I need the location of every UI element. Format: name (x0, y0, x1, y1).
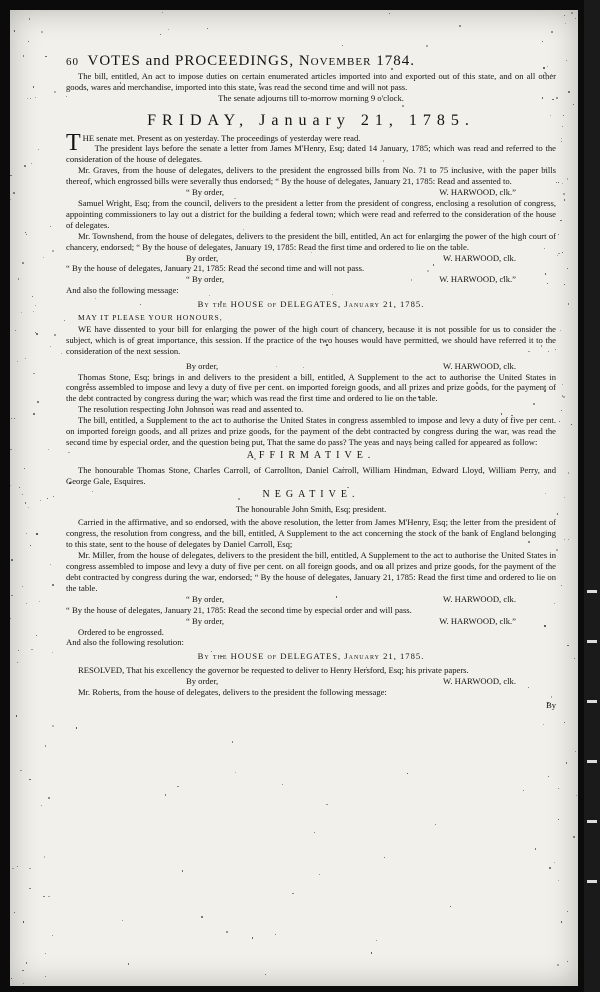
paper-speck (44, 856, 46, 858)
paper-speck (30, 545, 31, 546)
paper-speck (26, 962, 28, 964)
paper-speck (52, 584, 54, 586)
paper-speck (563, 193, 565, 195)
paper-speck (33, 413, 35, 415)
signature-line (66, 253, 556, 264)
paper-speck (548, 776, 549, 777)
paper-speck (165, 794, 167, 796)
paper-speck (52, 935, 53, 936)
paper-speck (560, 330, 561, 331)
paper-speck (23, 983, 24, 984)
paper-speck (561, 921, 563, 923)
paper-speck (22, 970, 24, 972)
paper-speck (160, 34, 161, 35)
paper-speck (35, 305, 37, 307)
paper-speck (40, 500, 41, 501)
paper-speck (36, 635, 37, 636)
paper-speck (28, 41, 29, 42)
paper-speck (450, 906, 451, 907)
paper-speck (575, 751, 576, 752)
paper-speck (562, 252, 563, 253)
paper-speck (47, 498, 48, 499)
paper-speck (319, 874, 320, 875)
paragraph-6: And also the following message: (66, 285, 179, 296)
paper-speck (557, 964, 559, 966)
paper-speck (559, 421, 560, 422)
paper-speck (564, 539, 565, 540)
paper-speck (29, 868, 30, 869)
paper-speck (562, 126, 563, 127)
paper-speck (28, 507, 29, 508)
paper-speck (571, 424, 572, 425)
paper-speck (563, 115, 564, 116)
paper-speck (557, 255, 559, 257)
paper-speck (543, 724, 544, 725)
paper-speck (232, 741, 234, 743)
paper-speck (568, 472, 569, 473)
paper-speck (407, 773, 408, 774)
paper-speck (27, 98, 28, 99)
paper-speck (177, 786, 178, 787)
paper-speck (24, 165, 26, 167)
paper-speck (21, 312, 22, 313)
paper-speck (558, 819, 559, 820)
paper-speck (562, 183, 563, 184)
paper-speck (37, 401, 39, 403)
negative-names: The honourable John Smith, Esq; president. (235, 503, 387, 514)
paper-speck (41, 31, 43, 33)
by-order: By order, (186, 676, 219, 687)
paper-speck (50, 226, 51, 227)
paragraph-5b: “ By the house of delegates, January 21, 1785: Read the second time and will not pass. (66, 263, 365, 274)
paper-speck (48, 449, 49, 450)
clerk-signature: W. HARWOOD, clk.” (439, 274, 516, 285)
paper-speck (18, 650, 19, 651)
day-title: FRIDAY, January 21, 1785. (147, 111, 475, 129)
paper-speck (33, 373, 34, 374)
paper-speck (389, 13, 390, 14)
paper-speck (25, 232, 26, 233)
paper-speck (33, 86, 34, 87)
paper-speck (542, 41, 543, 42)
paragraph-7: WE have dissented to your bill for enlarging the power of the high court of chancery, because it is not possible for us to consider the subject, which is of great importance, this session. If the practice of the two houses would have permitted, we should have referred it to the consideration of the next session. (66, 323, 556, 356)
paragraph-2: The president lays before the senate a letter from James M'Henry, Esq; dated 14 January, 1785; which was read and referred to the consideration of the house of delegates. (66, 143, 556, 165)
paper-speck (17, 662, 18, 663)
paper-speck (36, 333, 38, 335)
by-order: “ By order, (186, 615, 225, 626)
paper-speck (558, 182, 559, 183)
paper-speck (15, 330, 16, 331)
paper-speck (275, 934, 276, 935)
paper-speck (25, 358, 26, 359)
paper-speck (16, 715, 17, 716)
paper-speck (568, 303, 569, 304)
paper-speck (10, 618, 11, 619)
signature-line (66, 274, 556, 285)
paper-speck (558, 788, 559, 789)
paper-speck (10, 175, 12, 177)
paper-speck (573, 104, 574, 105)
paper-speck (17, 361, 18, 362)
paper-speck (571, 12, 573, 14)
paragraph-15: RESOLVED, That his excellency the governor be requested to deliver to Henry Hersford, Esq; his private papers. (78, 665, 469, 676)
paper-speck (26, 234, 27, 235)
by-order: By order, (186, 252, 219, 263)
paragraph-16: Mr. Roberts, from the house of delegates, delivers to the president the following message: (78, 687, 387, 698)
affirmative-heading: AFFIRMATIVE. (246, 449, 376, 461)
paper-speck (17, 866, 18, 867)
paper-speck (33, 311, 34, 312)
paper-speck (567, 645, 568, 646)
salutation: MAY IT PLEASE YOUR HONOURS, (78, 313, 223, 323)
paper-speck (558, 253, 560, 255)
paper-speck (11, 559, 13, 561)
paper-speck (14, 418, 15, 419)
paper-speck (31, 163, 32, 164)
paper-speck (226, 931, 228, 933)
paper-speck (10, 485, 11, 486)
paper-speck (162, 12, 163, 13)
paper-speck (326, 804, 327, 805)
header-date: November 1784. (298, 53, 415, 69)
paper-speck (19, 487, 20, 488)
paper-speck (568, 539, 569, 540)
paper-speck (36, 533, 37, 534)
paragraph-4: Samuel Wright, Esq; from the council, delivers to the president a letter from the president of congress, enclosing a resolution of congress, appointing commissioners to lay out a district for the building a federal town; which were read and referred to the consideration of the house of delegates. (66, 197, 556, 230)
signature-line (66, 616, 556, 627)
paper-speck (52, 652, 53, 653)
paper-speck (573, 836, 575, 838)
paragraph-14: And also the following resolution: (66, 637, 184, 648)
paper-speck (13, 868, 14, 869)
paper-speck (32, 296, 33, 297)
page-content (66, 53, 556, 711)
paper-speck (18, 278, 19, 279)
catchword: By (545, 699, 556, 710)
house-header-2: By the HOUSE of DELEGATES, January 21, 1785. (197, 651, 425, 662)
clerk-signature: W. HARWOOD, clk. (443, 676, 516, 687)
paper-speck (567, 178, 569, 180)
paper-speck (45, 745, 47, 747)
paper-speck (168, 29, 169, 30)
paper-speck (567, 961, 568, 962)
paper-speck (342, 45, 343, 46)
paper-speck (564, 284, 565, 285)
paper-speck (48, 797, 50, 799)
paper-speck (371, 952, 373, 954)
paper-speck (426, 45, 427, 46)
paper-speck (459, 25, 461, 27)
paragraph-3: Mr. Graves, from the house of delegates, delivers to the president the engrossed bills from No. 71 to 75 inclusive, with the paper bills thereof, which engrossed bills were severally thus endorsed; “ By the house of delegates, January 21, 1785: Read and assented to. (66, 165, 556, 187)
paper-speck (561, 138, 562, 139)
drop-cap: T (66, 129, 81, 156)
paper-speck (535, 848, 537, 850)
paper-speck (201, 916, 203, 918)
paper-speck (563, 396, 565, 398)
house-header: By the HOUSE of DELEGATES, January 21, 1785. (197, 299, 425, 310)
paper-speck (52, 725, 54, 727)
paper-speck (314, 832, 315, 833)
paper-speck (12, 868, 13, 869)
paper-speck (557, 513, 559, 515)
paper-speck (551, 31, 553, 33)
paper-speck (30, 98, 31, 99)
paper-speck (554, 862, 555, 863)
paper-speck (45, 976, 46, 977)
negative-heading: NEGATIVE. (262, 488, 360, 500)
paper-speck (48, 896, 50, 898)
paper-speck (564, 199, 566, 201)
paper-speck (128, 963, 129, 964)
paper-speck (576, 795, 577, 796)
paper-speck (292, 893, 294, 895)
signature-line (66, 361, 556, 372)
paper-speck (562, 384, 563, 385)
by-order: “ By order, (186, 593, 225, 604)
paper-speck (29, 18, 31, 20)
paper-speck (50, 346, 51, 347)
paragraph-9: The resolution respecting John Johnson was read and assented to. (78, 404, 304, 415)
paper-speck (22, 494, 23, 495)
paper-speck (45, 953, 46, 954)
paper-speck (558, 880, 559, 881)
paper-speck (564, 497, 565, 498)
signature-line (66, 594, 556, 605)
paper-speck (45, 56, 46, 57)
clerk-signature: W. HARWOOD, clk.” (439, 615, 516, 626)
adjacent-page-edge (584, 0, 600, 992)
paper-speck (11, 978, 12, 979)
top-paragraph-1: The bill, entitled, An act to impose duties on certain enumerated articles imported into and exported out of this state, and on all other goods, wares and merchandise, imported into this state, was read the second time and will not pass. (66, 70, 556, 92)
paper-speck (561, 410, 562, 411)
paper-speck (265, 974, 266, 975)
page-number: 60 (66, 56, 79, 68)
paper-speck (376, 940, 377, 941)
paragraph-10: The bill, entitled, a Supplement to the act to authorise the United States in congress assembled to impose and levy a duty of five per cent. on imported foreign goods, and all prizes and prize goods, for the payment of the debt contracted by congress during the war, was read the second time by especial order, and the question being put, That the same do pass? The yeas and nays being called for appeared as follow: (66, 415, 556, 447)
paper-speck (76, 727, 77, 728)
paper-speck (567, 268, 568, 269)
paper-speck (10, 449, 12, 451)
paper-speck (25, 502, 27, 504)
paper-speck (574, 658, 575, 659)
signature-line (66, 187, 556, 198)
paper-speck (235, 772, 236, 773)
paper-speck (29, 779, 31, 781)
clerk-signature: W. HARWOOD, clk. (443, 593, 516, 604)
paper-speck (35, 97, 37, 99)
paper-speck (564, 722, 565, 723)
paper-speck (556, 97, 558, 99)
paper-speck (566, 762, 568, 764)
paper-speck (38, 149, 39, 150)
paper-speck (26, 603, 27, 604)
paper-speck (561, 141, 562, 142)
paper-speck (43, 257, 44, 258)
paragraph-1: HE senate met. Present as on yesterday. The proceedings of yesterday were read. (82, 132, 361, 143)
clerk-signature: W. HARWOOD, clk. (443, 252, 516, 263)
paper-speck (14, 30, 15, 31)
signature-line (66, 676, 556, 687)
clerk-signature: W. HARWOOD, clk.” (439, 187, 516, 198)
paper-speck (39, 601, 41, 603)
paragraph-8: Thomas Stone, Esq; brings in and delivers to the president a bill, entitled, A Supplement to the act to authorise the United States in congress assembled to impose and levy a duty of five per cent. on imported foreign goods, and all prizes and prize goods, for the payment of the debt contracted by congress during the war; which was read the first time and ordered to lie on the table. (66, 371, 556, 404)
paper-speck (41, 805, 42, 806)
paper-speck (29, 888, 30, 889)
paper-speck (568, 91, 570, 93)
paper-speck (384, 857, 385, 858)
document-page (10, 10, 578, 986)
paper-speck (575, 18, 576, 19)
paper-speck (556, 549, 558, 551)
paper-speck (207, 28, 208, 29)
paper-speck (50, 564, 51, 565)
paper-speck (26, 533, 27, 534)
paper-speck (282, 784, 283, 785)
paper-speck (122, 920, 124, 922)
paper-speck (558, 234, 559, 235)
paper-speck (13, 192, 15, 194)
paper-speck (564, 15, 565, 16)
paper-speck (252, 937, 253, 938)
paragraph-12b: “ By the house of delegates, January 21, 1785: Read the second time by especial order and will pass. (66, 604, 412, 615)
paper-speck (53, 496, 54, 497)
paper-speck (24, 468, 25, 469)
paper-speck (561, 585, 562, 586)
paper-speck (556, 182, 557, 183)
by-order: By order, (186, 360, 219, 371)
by-order: “ By order, (186, 274, 225, 285)
paper-speck (54, 91, 56, 93)
paper-speck (52, 250, 54, 252)
paper-speck (549, 867, 551, 869)
running-header (66, 53, 556, 69)
paper-speck (10, 199, 11, 200)
paper-speck (567, 911, 568, 912)
clerk-signature: W. HARWOOD, clk. (443, 360, 516, 371)
by-order: “ By order, (186, 187, 225, 198)
paragraph-13: Ordered to be engrossed. (78, 626, 164, 637)
paragraph-12: Mr. Miller, from the house of delegates, delivers to the president the bill, entitled, A Supplement to the act to authorise the United States in congress assembled to impose and levy a duty of five per cent. on all foreign goods, and on all prizes and prize goods, for the payment of the debt contracted by congress during the war, endorsed; “ By the house of delegates, January 21, 1785: Read the first time and ordered to lie on the table. (66, 550, 556, 593)
paper-speck (23, 921, 25, 923)
paper-speck (23, 55, 25, 57)
paper-speck (11, 595, 12, 596)
paper-speck (22, 262, 24, 264)
paper-speck (61, 353, 62, 354)
paper-speck (565, 23, 566, 24)
paper-speck (43, 896, 45, 898)
paper-speck (31, 649, 32, 650)
paper-speck (20, 770, 22, 772)
paper-speck (523, 790, 524, 791)
paper-speck (560, 220, 561, 221)
paragraph-11: Carried in the affirmative, and so endorsed, with the above resolution, the letter from James M'Henry, Esq; the letter from the president of congress, the resolution from congress, and the bill, entitled, A Supplement to the act concerning the stock of the bank of England belonging to this state, sent to the house of delegates by Daniel Carroll, Esq; (66, 517, 556, 550)
paper-speck (11, 418, 12, 419)
header-title: VOTES and PROCEEDINGS, (87, 53, 295, 69)
paragraph-5: Mr. Townshend, from the house of delegates, delivers to the president the bill, entitled, An act for enlarging the power of the high court of chancery, endorsed; “ By the house of delegates, January 19, 1785: Read the first time and ordered to lie on the table. (66, 230, 556, 252)
paper-speck (566, 60, 567, 61)
adjourn-line: The senate adjourns till to-morrow morning 9 o'clock. (218, 92, 404, 103)
paper-speck (54, 334, 56, 336)
paper-speck (435, 824, 437, 826)
paper-speck (22, 586, 23, 587)
affirmative-names: The honourable Thomas Stone, Charles Carroll, of Carrollton, Daniel Carroll, William Hindman, Edward Lloyd, William Perry, and George Gale, Esquires. (66, 464, 556, 486)
paper-speck (182, 870, 184, 872)
paper-speck (14, 912, 15, 913)
